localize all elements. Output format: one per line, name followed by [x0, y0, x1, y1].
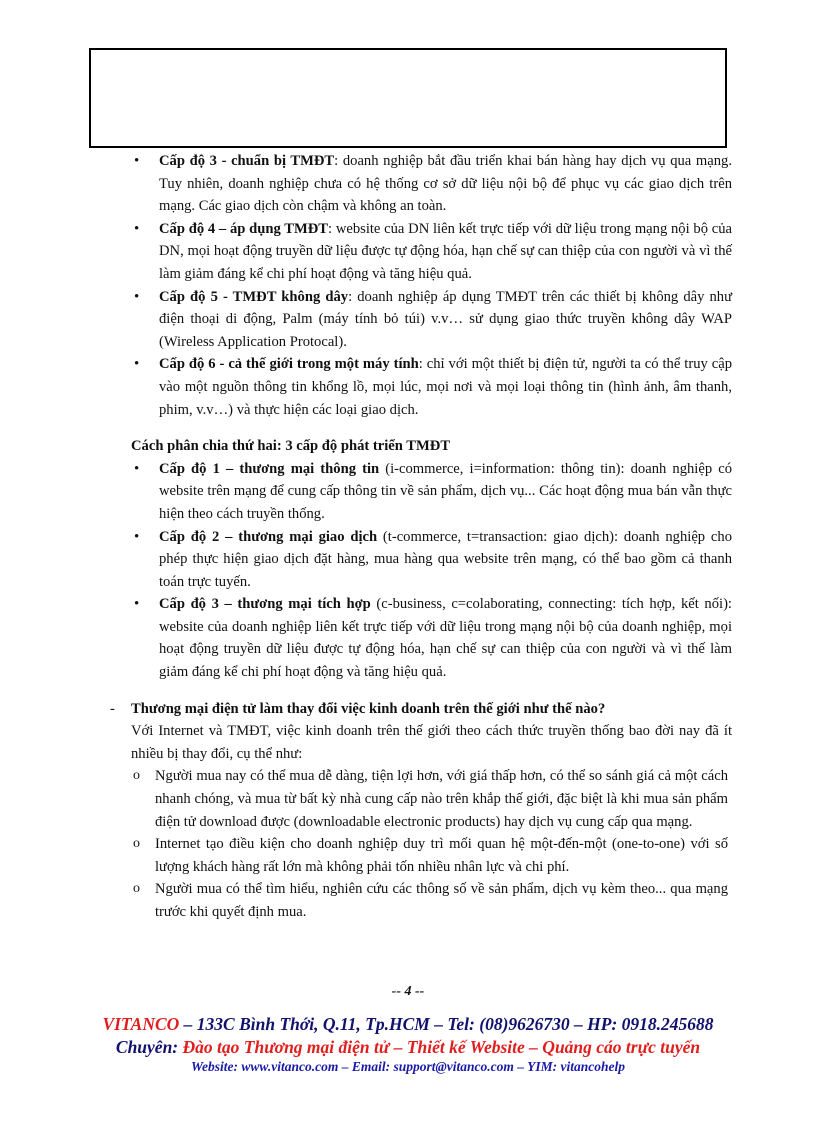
specialty-text: Đào tạo Thương mại điện tử – Thiết kế Website – Quảng cáo trực tuyến: [182, 1037, 701, 1057]
question-intro: Với Internet và TMĐT, việc kinh doanh trên thế giới theo cách thức truyền thống bao đời nay đã ít nhiều bị thay đổi, cụ thể như:: [131, 723, 732, 762]
list-item: o Người mua có thể tìm hiểu, nghiên cứu các thông số về sản phẩm, dịch vụ kèm theo... qua mạng trước khi quyết định mua.: [0, 878, 816, 923]
list-item: • Cấp độ 5 - TMĐT không dây: doanh nghiệp áp dụng TMĐT trên các thiết bị không dây như điện thoại di động, Palm (máy tính bỏ túi) v.v… sử dụng giao thức truyền không dây WAP (Wireless Application Protocal).: [0, 286, 816, 354]
footer-specialty-line: Chuyên: Đào tạo Thương mại điện tử – Thiết kế Website – Quảng cáo trực tuyến: [115, 1037, 701, 1057]
list-item: • Cấp độ 6 - cả thế giới trong một máy tính: chỉ với một thiết bị điện tử, người ta có thể truy cập vào một nguồn thông tin khổng lồ, mọi lúc, mọi nơi và mọi loại thông tin (hình ảnh, âm thanh, phim, v.v…) và thực hiện các loại giao dịch.: [0, 353, 816, 421]
page-number: -- 4 --: [391, 984, 425, 999]
list-item: • Cấp độ 3 - chuẩn bị TMĐT: doanh nghiệp bắt đầu triển khai bán hàng hay dịch vụ qua mạng. Tuy nhiên, doanh nghiệp chưa có hệ thống cơ sở dữ liệu nội bộ để phục vụ các giao dịch trên mạng. Các giao dịch còn chậm và không an toàn.: [0, 150, 816, 218]
list-item: o Internet tạo điều kiện cho doanh nghiệp duy trì mối quan hệ một-đến-một (one-to-one) với số lượng khách hàng rất lớn mà không phải tốn nhiều nhân lực và chi phí.: [0, 833, 816, 878]
level-list-1: [0, 150, 816, 421]
dash-marker: -: [110, 700, 115, 717]
list-item: • Cấp độ 2 – thương mại giao dịch (t-commerce, t=transaction: giao dịch): doanh nghiệp cho phép thực hiện giao dịch đặt hàng, mua hàng qua website trên mạng, có thể bao gồm cả thanh toán trực tuyến.: [0, 526, 816, 594]
header-box: [89, 48, 727, 148]
footer: [0, 1012, 816, 1076]
footer-address-line: VITANCO – 133C Bình Thới, Q.11, Tp.HCM – Tel: (08)9626730 – HP: 0918.245688: [102, 1014, 714, 1034]
section-title: Cách phân chia thứ hai: 3 cấp độ phát triển TMĐT: [131, 438, 451, 455]
list-item: • Cấp độ 3 – thương mại tích hợp (c-business, c=colaborating, connecting: tích hợp, kết nối): website của doanh nghiệp liên kết trực tiếp với dữ liệu trong mạng nội bộ của doanh nghiệp, mọi hoạt động truyền dữ liệu được tự động hóa, hạn chế sự can thiệp của con người và vì thế làm giảm đáng kể chi phí hoạt động và tăng hiệu quả.: [0, 593, 816, 683]
question-title: Thương mại điện tử làm thay đổi việc kinh doanh trên thế giới như thế nào?: [131, 700, 606, 717]
page-content: [0, 150, 816, 924]
question-block: [0, 698, 816, 924]
list-item: • Cấp độ 4 – áp dụng TMĐT: website của DN liên kết trực tiếp với dữ liệu trong mạng nội bộ của DN, mọi hoạt động truyền dữ liệu được tự động hóa, hạn chế sự can thiệp của con người và vì thế làm giảm đáng kể chi phí hoạt động và tăng hiệu quả.: [0, 218, 816, 286]
change-list: [0, 765, 816, 923]
level-list-2: [0, 458, 816, 684]
footer-contact-line: Website: www.vitanco.com – Email: support@vitanco.com – YIM: vitancohelp: [191, 1059, 625, 1074]
list-item: • Cấp độ 1 – thương mại thông tin (i-commerce, i=information: thông tin): doanh nghiệp có website trên mạng để cung cấp thông tin về sản phẩm, dịch vụ... Các hoạt động mua bán vẫn thực hiện theo cách truyền thống.: [0, 458, 816, 526]
brand-name: VITANCO: [102, 1014, 180, 1034]
list-item: o Người mua nay có thể mua dễ dàng, tiện lợi hơn, với giá thấp hơn, có thể so sánh giá cả một cách nhanh chóng, và mua từ bất kỳ nhà cung cấp nào trên khắp thế giới, đặc biệt là khi mua sản phẩm điện tử download được (downloadable electronic products) hay dịch vụ cung cấp qua mạng.: [0, 765, 816, 833]
